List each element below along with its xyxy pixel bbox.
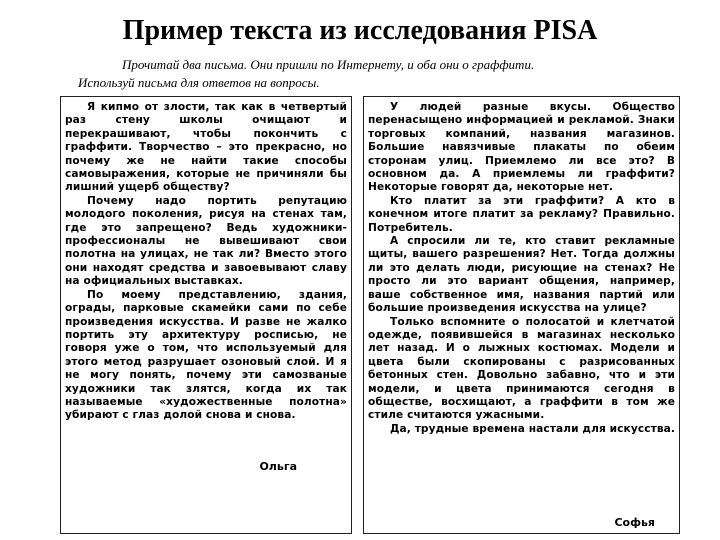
letter-olga-paragraph-2: Почему надо портить репутацию молодого поколения, рисуя на стенах там, где это запрещено? Ведь художники-профессионалы не вывешивают свои полотна на улицах, не так ли? Вместо этого они находят средства и завоевывают славу на официальных выставках. [65,194,347,288]
instructions-line-2: Используй письма для ответов на вопросы. [78,75,320,90]
letter-olga [60,96,352,534]
letter-olga-paragraph-1: Я кипмо от злости, так как в четвертый раз стену школы очищают и перекрашивают, чтобы покончить с граффити. Творчество – это прекрасно, но почему же не найти такие способы самовыражения, которые не причиняли бы лишний ущерб обществу? [65,101,347,194]
letter-sofia-paragraph-3: А спросили ли те, кто ставит рекламные щиты, вашего разрешения? Нет. Тогда должны ли это делать люди, рисующие на стенах? Не просто ли это вариант общения, например, ваше собственное имя, названия партий или большие произведения искусства на улице? [368,235,675,315]
letter-sofia-text [368,101,675,436]
page-title: Пример текста из исследования PISA [122,15,598,46]
signature-sofia: Софья [614,516,655,529]
signature-olga: Ольга [259,460,297,473]
letter-sofia-paragraph-1: У людей разные вкусы. Общество перенасыщено информацией и рекламой. Знаки торговых компаний, названия магазинов. Большие навязчивые плакаты по обеим сторонам улиц. Приемлемо ли все это? В основном да. А приемлемы ли граффити? Некоторые говорят да, некоторые нет. [368,101,675,194]
letter-sofia-paragraph-2: Кто платит за эти граффити? А кто в конечном итоге платит за рекламу? Правильно. Потребитель. [368,194,675,234]
letter-olga-paragraph-3: По моему представлению, здания, ограды, парковые скамейки сами по себе произведения искусства. И разве не жалко портить эту архитектуру росписью, не говоря уже о том, что используемый для этого метод разрушает озоновый слой. И я не могу понять, почему эти самозваные художники так злятся, когда их так называемые «художественные полотна» убирают с глаз долой снова и снова. [65,288,347,422]
letter-sofia-paragraph-5: Да, трудные времена настали для искусства. [390,422,676,435]
letter-olga-text [65,101,347,423]
instructions [78,56,678,92]
letter-sofia [363,96,680,534]
letter-sofia-paragraph-4: Только вспомните о полосатой и клетчатой одежде, появившейся в магазинах несколько лет назад. И о лыжных костюмах. Модели и цвета были скопированы с разрисованных бетонных стен. Довольно забавно, что и эти модели, и цвета принимаются сегодня в обществе, восхищают, а граффити в том же стиле считаются ужасными. [368,315,675,422]
instructions-line-1: Прочитай два письма. Они пришли по Интернету, и оба они о граффити. [122,57,535,72]
